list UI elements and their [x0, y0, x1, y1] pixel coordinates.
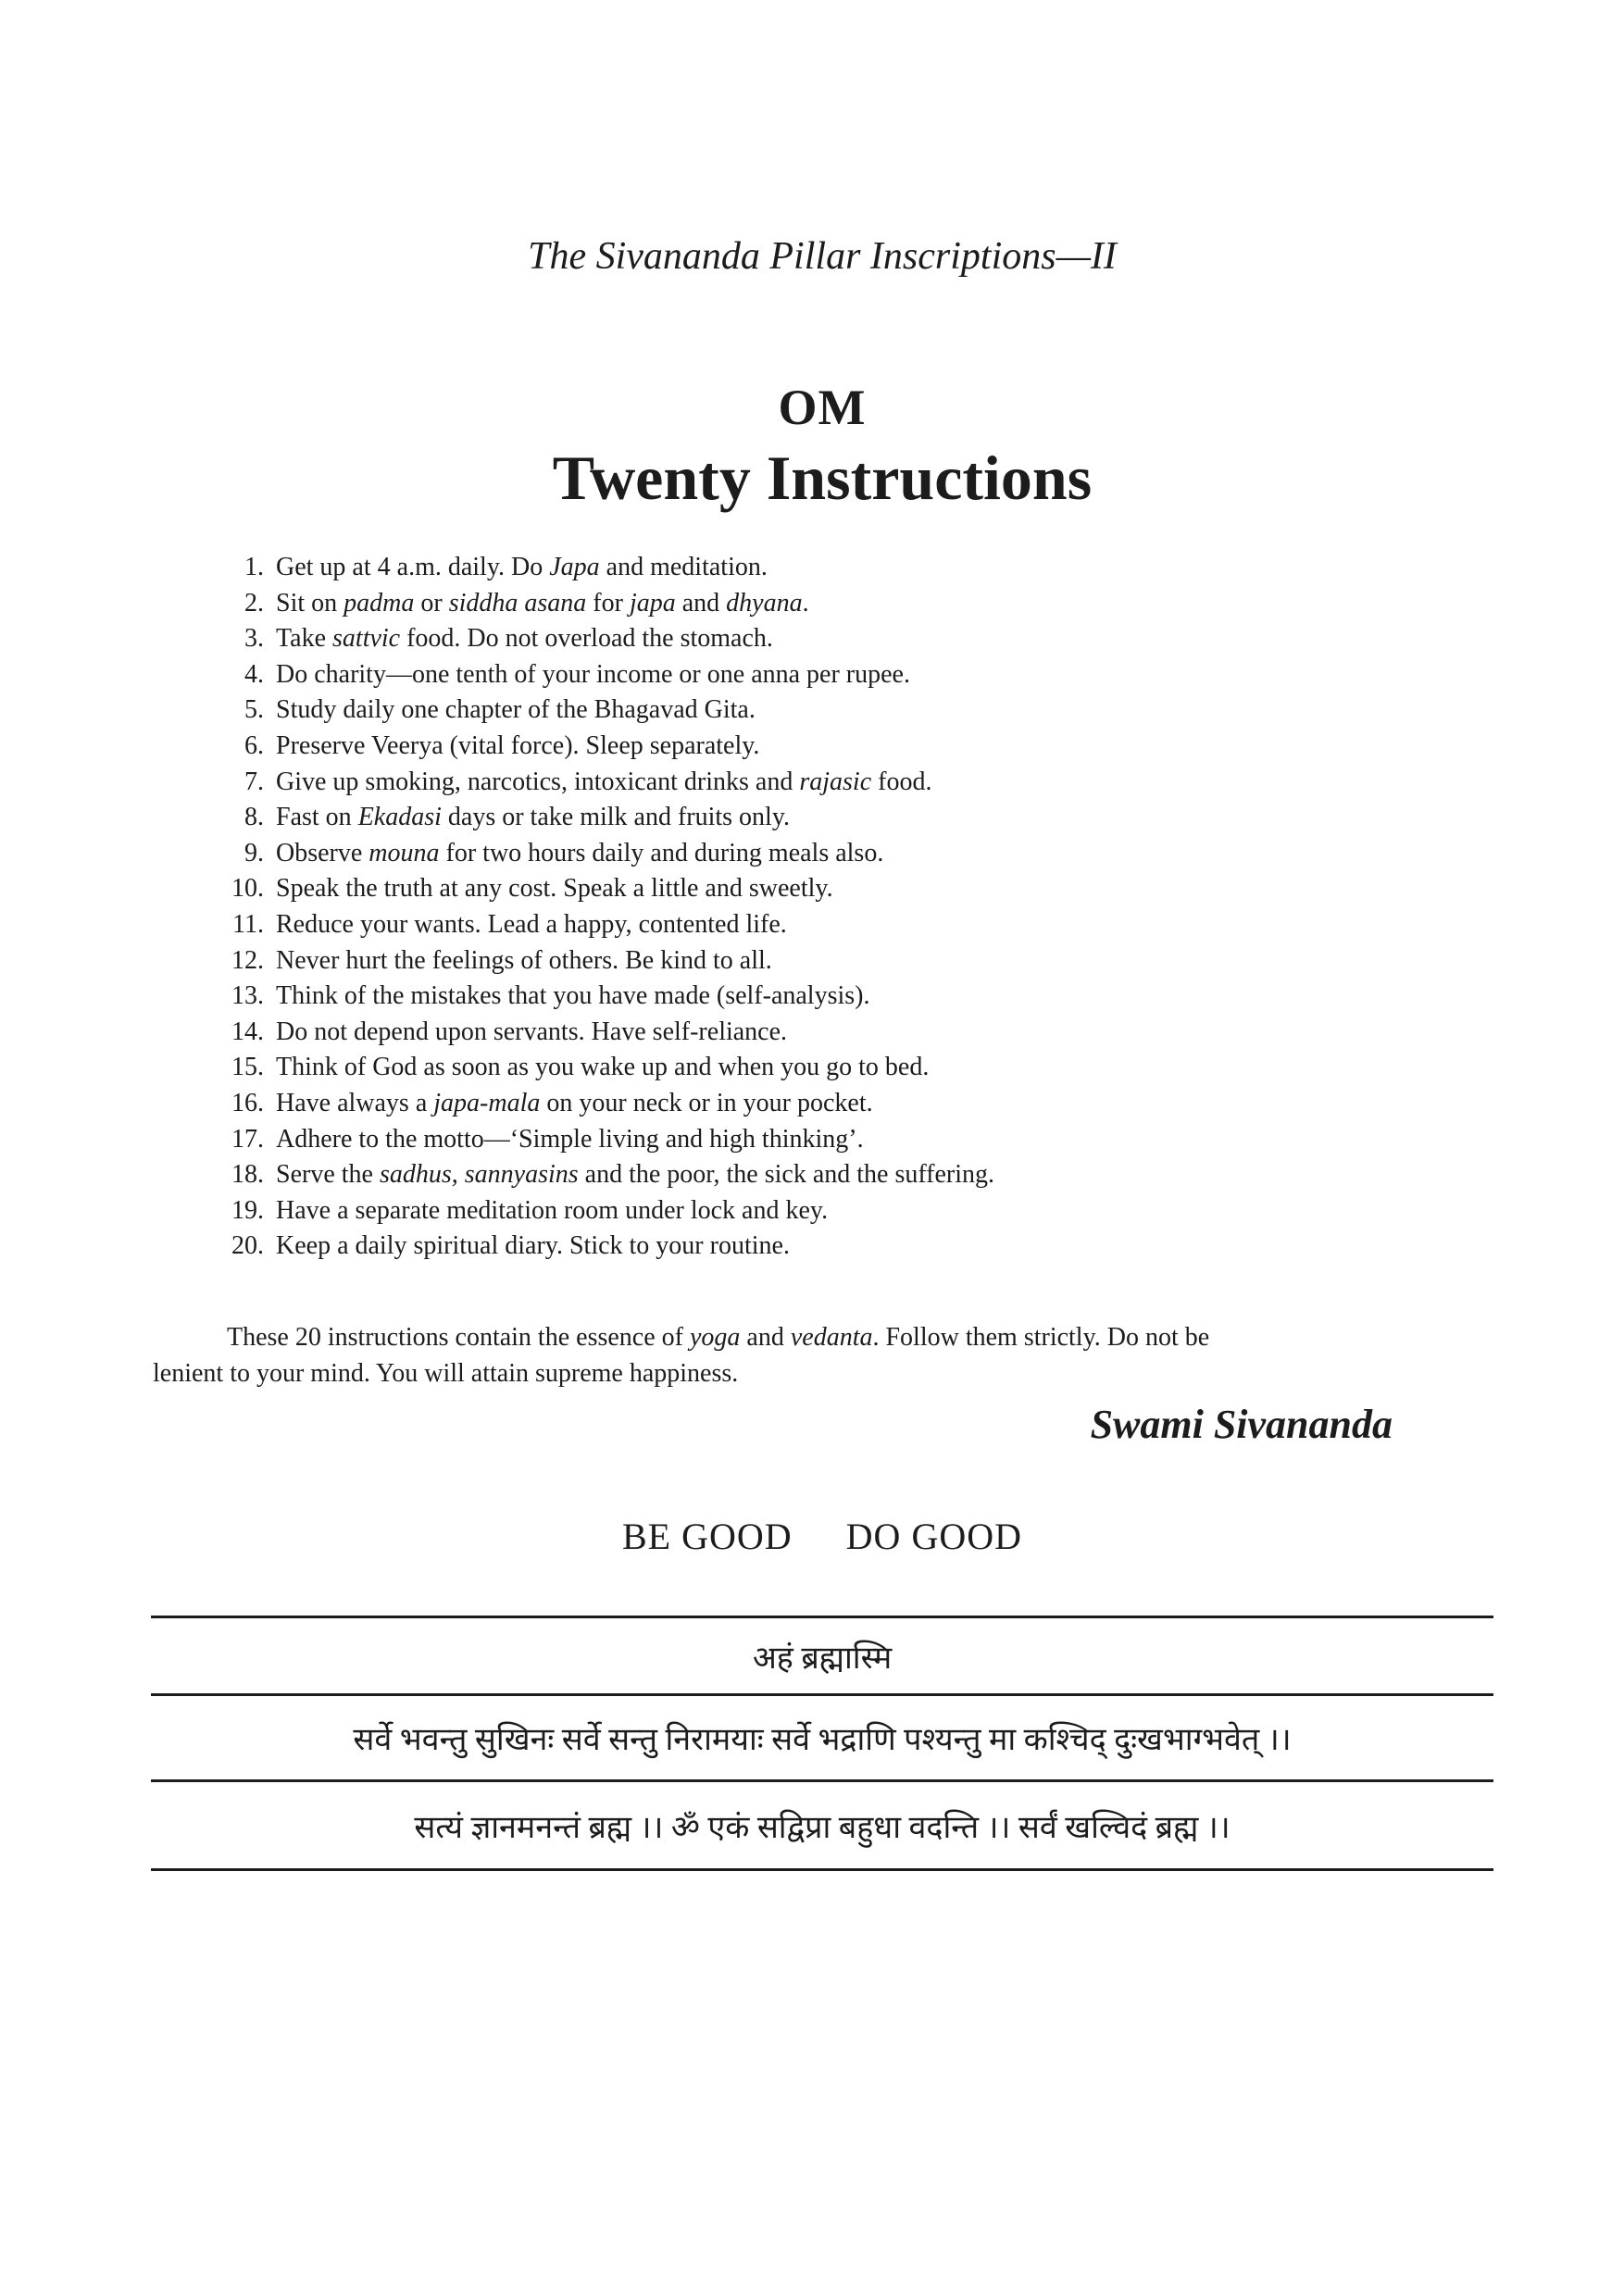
item-number: 11.: [232, 909, 264, 939]
closing-paragraph: [153, 1320, 1505, 1391]
item-number: 14.: [231, 1017, 264, 1046]
list-item: [153, 1086, 1505, 1122]
list-item: [153, 871, 1505, 907]
sanskrit-section: [151, 1616, 1493, 1871]
closing-line-2: lenient to your mind. You will attain supreme happiness.: [153, 1358, 739, 1388]
item-number: 2.: [244, 588, 264, 618]
item-text: Serve the sadhus, sannyasins and the poor, the sick and the suffering.: [276, 1160, 995, 1190]
item-text: Fast on Ekadasi days or take milk and fruits only.: [276, 803, 791, 832]
item-text: Take sattvic food. Do not overload the stomach.: [276, 624, 773, 654]
list-item: [153, 1122, 1505, 1158]
item-number: 10.: [231, 874, 264, 904]
om-heading: OM: [778, 380, 867, 435]
item-number: 17.: [231, 1124, 264, 1154]
item-number: 5.: [244, 695, 264, 725]
list-item: [153, 1015, 1505, 1051]
sanskrit-band-1: [151, 1616, 1493, 1693]
item-text: Do not depend upon servants. Have self-reliance.: [276, 1017, 788, 1046]
item-text: Reduce your wants. Lead a happy, contented life.: [276, 909, 787, 939]
list-item: [153, 1050, 1505, 1086]
item-number: 3.: [244, 624, 264, 654]
item-text: Adhere to the motto—‘Simple living and high thinking’.: [276, 1124, 864, 1154]
list-item: [153, 765, 1505, 801]
sanskrit-line-2: सर्वे भवन्तु सुखिनः सर्वे सन्तु निरामयाः सर्वे भद्राणि पश्यन्तु मा कश्चिद् दुःखभाग्भवेत् ।।: [353, 1723, 1292, 1757]
list-item: [153, 586, 1505, 622]
list-item: [153, 1157, 1505, 1193]
item-number: 9.: [244, 838, 264, 867]
item-number: 20.: [231, 1231, 264, 1261]
signature: Swami Sivananda: [1090, 1402, 1393, 1447]
sanskrit-line-3: सत्यं ज्ञानमनन्तं ब्रह्म ।। ॐ एकं सद्विप्रा बहुधा वदन्ति ।। सर्वं खल्विदं ब्रह्म ।।: [414, 1810, 1230, 1845]
list-item: [153, 1193, 1505, 1229]
item-number: 1.: [244, 553, 264, 581]
item-number: 7.: [244, 767, 264, 796]
item-text: Think of the mistakes that you have made (self-analysis).: [276, 981, 870, 1011]
item-number: 13.: [231, 981, 264, 1011]
item-text: Sit on padma or siddha asana for japa and dhyana.: [276, 588, 809, 618]
sanskrit-line-1: अहं ब्रह्मास्मि: [752, 1641, 893, 1676]
item-text: Observe mouna for two hours daily and during meals also.: [276, 838, 884, 867]
item-number: 16.: [231, 1088, 264, 1117]
item-number: 6.: [244, 730, 264, 760]
motto-be-good: BE GOOD: [622, 1516, 793, 1557]
instructions-list: [153, 550, 1505, 1265]
item-text: Have a separate meditation room under lock and key.: [276, 1195, 829, 1225]
item-text: Give up smoking, narcotics, intoxicant drinks and rajasic food.: [276, 767, 932, 796]
item-text: Speak the truth at any cost. Speak a little and sweetly.: [276, 874, 833, 904]
item-text: Preserve Veerya (vital force). Sleep separately.: [276, 730, 760, 760]
item-text: Get up at 4 a.m. daily. Do Japa and meditation.: [276, 553, 768, 581]
motto: [151, 1516, 1493, 1557]
item-number: 12.: [231, 945, 264, 975]
item-number: 15.: [231, 1053, 264, 1082]
item-text: Never hurt the feelings of others. Be kind to all.: [276, 945, 772, 975]
item-number: 8.: [244, 803, 264, 832]
list-item: [153, 621, 1505, 657]
sanskrit-band-2: [151, 1693, 1493, 1779]
item-text: Have always a japa-mala on your neck or in your pocket.: [276, 1088, 873, 1117]
list-item: [153, 907, 1505, 943]
item-text: Study daily one chapter of the Bhagavad Gita.: [276, 695, 756, 725]
list-item: [153, 943, 1505, 980]
main-heading: Twenty Instructions: [552, 443, 1093, 513]
list-item: [153, 1229, 1505, 1265]
list-item: [153, 800, 1505, 836]
item-number: 18.: [231, 1160, 264, 1190]
list-item: [153, 836, 1505, 872]
item-number: 19.: [231, 1195, 264, 1225]
item-number: 4.: [244, 659, 264, 689]
page-title: The Sivananda Pillar Inscriptions—II: [528, 235, 1117, 278]
motto-do-good: DO GOOD: [845, 1516, 1022, 1557]
list-item: [153, 693, 1505, 729]
item-text: Do charity—one tenth of your income or one anna per rupee.: [276, 659, 910, 689]
list-item: [153, 550, 1505, 586]
list-item: [153, 729, 1505, 765]
sanskrit-band-3: [151, 1779, 1493, 1868]
item-text: Think of God as soon as you wake up and when you go to bed.: [276, 1053, 930, 1082]
list-item: [153, 979, 1505, 1015]
item-text: Keep a daily spiritual diary. Stick to your routine.: [276, 1231, 790, 1261]
closing-line-1: These 20 instructions contain the essence of yoga and vedanta. Follow them strictly. Do not be: [227, 1323, 1210, 1352]
list-item: [153, 657, 1505, 693]
